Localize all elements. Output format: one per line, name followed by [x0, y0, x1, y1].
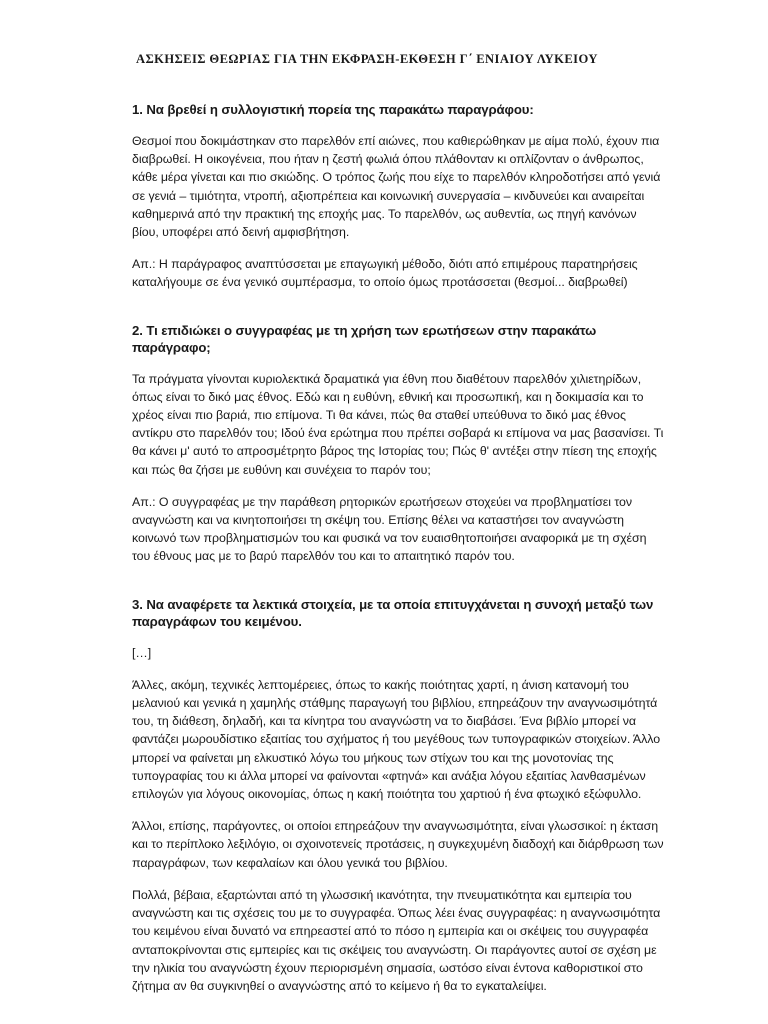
exercise-3-paragraph-2: Άλλοι, επίσης, παράγοντες, οι οποίοι επηρεάζουν την αναγνωσιμότητα, είναι γλωσσικοί: η έκταση και το περίπλοκο λεξιλόγιο, οι σχοινοτενείς προτάσεις, η συγκεχυμένη διαδοχή και διάρθρωση των παραγράφων, των κεφαλαίων και όλου γενικά του βιβλίου. — [132, 819, 664, 870]
exercise-3-ellipsis: […] — [132, 645, 152, 660]
exercise-3-paragraph-1: Άλλες, ακόμη, τεχνικές λεπτομέρειες, όπως το κακής ποιότητας χαρτί, η άνιση κατανομή του μελανιού και γενικά η χαμηλής στάθμης παραγωγή του βιβλίου, επηρεάζουν την αναγνωσιμότητά του, τη διάθεση, δηλαδή, και τα κίνητρα του αναγνώστη να το διαβάσει. Ένα βιβλίο μπορεί να φαντάζει μωρουδίστικο εξαιτίας του σχήματος ή του μεγέθους των τυπογραφικών στοιχείων. Άλλο μπορεί να φαίνεται μη ελκυστικό λόγω του μήκους των στίχων του και της μονοτονίας της τυπογραφίας του κι άλλα μπορεί να φαίνονται «φτηνά» και ανάξια λόγου εξαιτίας λανθασμένων επιλογών για λόγους οικονομίας, όπως η κακή ποιότητα του χαρτιού ή ένα φτωχικό εξώφυλλο. — [132, 677, 661, 802]
exercise-1-passage: Θεσμοί που δοκιμάστηκαν στο παρελθόν επί αιώνες, που καθιερώθηκαν με αίμα πολύ, έχουν πια διαβρωθεί. Η οικογένεια, που ήταν η ζεστή φωλιά όπου πλάθονταν κι οπλίζονταν ο άνθρωπος, κάθε μέρα γίνεται και πιο σκιώδης. Ο τρόπος ζωής που είχε το παρελθόν κληροδοτήσει από γενιά σε γενιά – τιμιότητα, ντροπή, αξιοπρέπεια και κοινωνική συνεργασία – κινδυνεύει και αναιρείται καθημερινά από την πρακτική της εποχής μας. Το παρελθόν, ως αυθεντία, ως πηγή κανόνων βίου, υποφέρει από δεινή αμφισβήτηση. — [132, 134, 661, 240]
exercise-2 — [132, 322, 664, 566]
document-title: ΑΣΚΗΣΕΙΣ ΘΕΩΡΙΑΣ ΓΙΑ ΤΗΝ ΕΚΦΡΑΣΗ-ΕΚΘΕΣΗ Γ΄ ΕΝΙΑΙΟΥ ΛΥΚΕΙΟΥ — [136, 52, 598, 66]
exercise-2-answer: Απ.: Ο συγγραφέας με την παράθεση ρητορικών ερωτήσεων στοχεύει να προβληματίσει τον αναγνώστη και να κινητοποιήσει τη σκέψη του. Επίσης θέλει να καταστήσει τον αναγνώστη κοινωνό των προβληματισμών του και φυσικά να τον ευαισθητοποιήσει αναφορικά με τη σχέση του έθνους μας με το βαρύ παρελθόν του και το απαιτητικό παρόν του. — [132, 494, 647, 564]
exercise-2-question: 2. Τι επιδιώκει ο συγγραφέας με τη χρήση των ερωτήσεων στην παρακάτω παράγραφο; — [132, 322, 597, 355]
exercise-1-question: 1. Να βρεθεί η συλλογιστική πορεία της παρακάτω παραγράφου: — [132, 102, 534, 117]
exercise-3-paragraph-3: Πολλά, βέβαια, εξαρτώνται από τη γλωσσική ικανότητα, την πνευματικότητα και εμπειρία του αναγνώστη και τις σχέσεις του με το συγγραφέα. Όπως λέει ένας συγγραφέας: η αναγνωσιμότητα του κειμένου είναι δυνατό να επηρεαστεί από το πόσο η εμπειρία και οι σκέψεις του συγγραφέα ανταποκρίνονται στις εμπειρίες και τις σκέψεις του αναγνώστη. Οι παράγοντες αυτοί σε σχέση με την ηλικία του αναγνώστη έχουν περιορισμένη σημασία, ωστόσο είναι έντονα καθοριστικοί στο ζήτημα αν θα συγκινηθεί ο αναγνώστης από το κείμενο ή θα το εγκαταλείψει. — [132, 887, 661, 993]
exercise-3-question: 3. Να αναφέρετε τα λεκτικά στοιχεία, με τα οποία επιτυγχάνεται η συνοχή μεταξύ των παραγράφων του κειμένου. — [132, 596, 654, 629]
exercise-1 — [132, 101, 664, 292]
exercise-3 — [132, 596, 664, 995]
exercise-2-passage: Τα πράγματα γίνονται κυριολεκτικά δραματικά για έθνη που διαθέτουν παρελθόν χιλιετηρίδων, όπως είναι το δικό μας έθνος. Εδώ και η ευθύνη, εθνική και προσωπική, και η δοκιμασία και το χρέος είναι πιο βαριά, πιο επίμονα. Τι θα κάνει, πώς θα σταθεί υπεύθυνα το δικό μας έθνος αντίκρυ στο παρελθόν του; Ιδού ένα ερώτημα που πρέπει σοβαρά κι επίμονα να μας βασανίσει. Τι θα κάνει μ' αυτό το απροσμέτρητο βάρος της Ιστορίας του; Πώς θ' αντέξει στην πίεση της εποχής και πώς θα ζήσει με ευθύνη και συνέχεια το παρόν του; — [132, 371, 664, 477]
exercise-1-answer: Απ.: Η παράγραφος αναπτύσσεται με επαγωγική μέθοδο, διότι από επιμέρους παρατηρήσεις καταλήγουμε σε ένα γενικό συμπέρασμα, το οποίο όμως προτάσσεται (θεσμοί... διαβρωθεί) — [132, 257, 638, 290]
